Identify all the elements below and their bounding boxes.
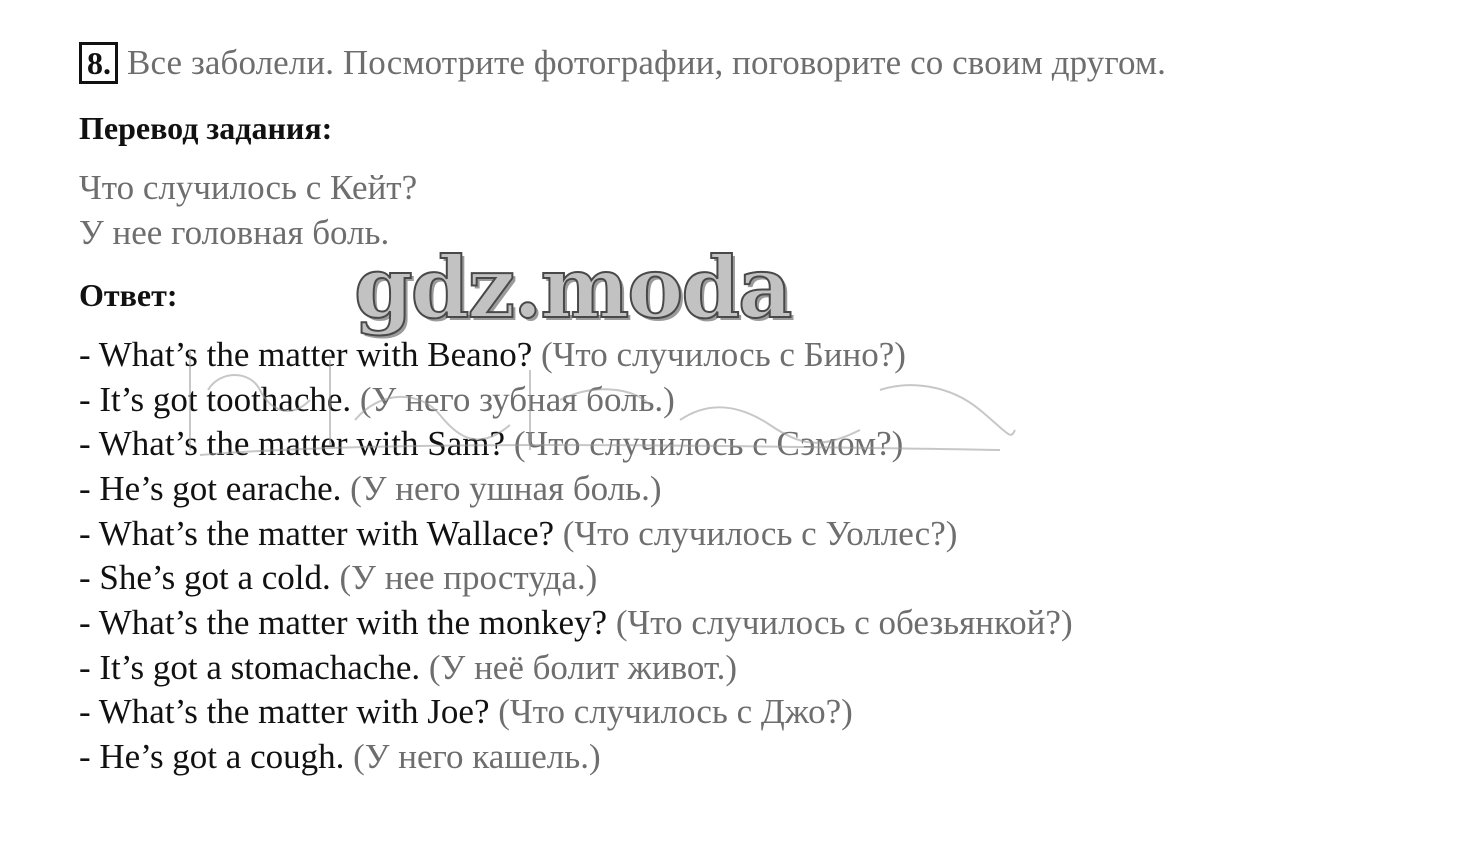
dialogue-line [79,423,903,465]
dialogue-english: - What’s the matter with Sam? [79,424,506,463]
translation-line: У нее головная боль. [79,213,390,252]
task-header [79,42,1166,84]
dialogue-russian: (Что случилось с Бино?) [541,335,906,374]
dialogue-russian: (У него зубная боль.) [359,380,675,419]
dialogue-russian: (Что случилось с обезьянкой?) [615,603,1073,642]
dialogue-english: - What’s the matter with Joe? [79,692,490,731]
task-instruction: Все заболели. Посмотрите фотографии, поговорите со своим другом. [127,43,1166,82]
dialogue-russian: (У нее простуда.) [339,558,598,597]
translation-line: Что случилось с Кейт? [79,168,418,207]
dialogue-russian: (У него кашель.) [353,737,601,776]
dialogue-english: - What’s the matter with Wallace? [79,514,555,553]
dialogue-line [79,513,957,555]
dialogue-line [79,647,737,689]
dialogue-russian: (У неё болит живот.) [428,648,738,687]
dialogue-line [79,334,906,376]
dialogue-english: - It’s got toothache. [79,380,352,419]
dialogue-line [79,468,662,510]
dialogue-english: - What’s the matter with Beano? [79,335,533,374]
task-number-box: 8. [79,42,118,84]
dialogue-english: - She’s got a cold. [79,558,331,597]
dialogue-russian: (Что случилось с Сэмом?) [513,424,904,463]
dialogue-russian: (У него ушная боль.) [350,469,662,508]
dialogue-english: - He’s got a cough. [79,737,345,776]
dialogue-line [79,602,1073,644]
dialogue-line [79,379,675,421]
dialogue-line [79,557,597,599]
dialogue-line [79,736,601,778]
answer-heading: Ответ: [79,277,178,313]
dialogue-english: - What’s the matter with the monkey? [79,603,608,642]
watermark-logo: gdz.moda [354,238,791,337]
dialogue-russian: (Что случилось с Уоллес?) [562,514,958,553]
dialogue-line [79,691,853,733]
dialogue-english: - It’s got a stomachache. [79,648,421,687]
dialogue-english: - He’s got earache. [79,469,342,508]
translation-heading: Перевод задания: [79,110,333,146]
dialogue-russian: (Что случилось с Джо?) [498,692,853,731]
